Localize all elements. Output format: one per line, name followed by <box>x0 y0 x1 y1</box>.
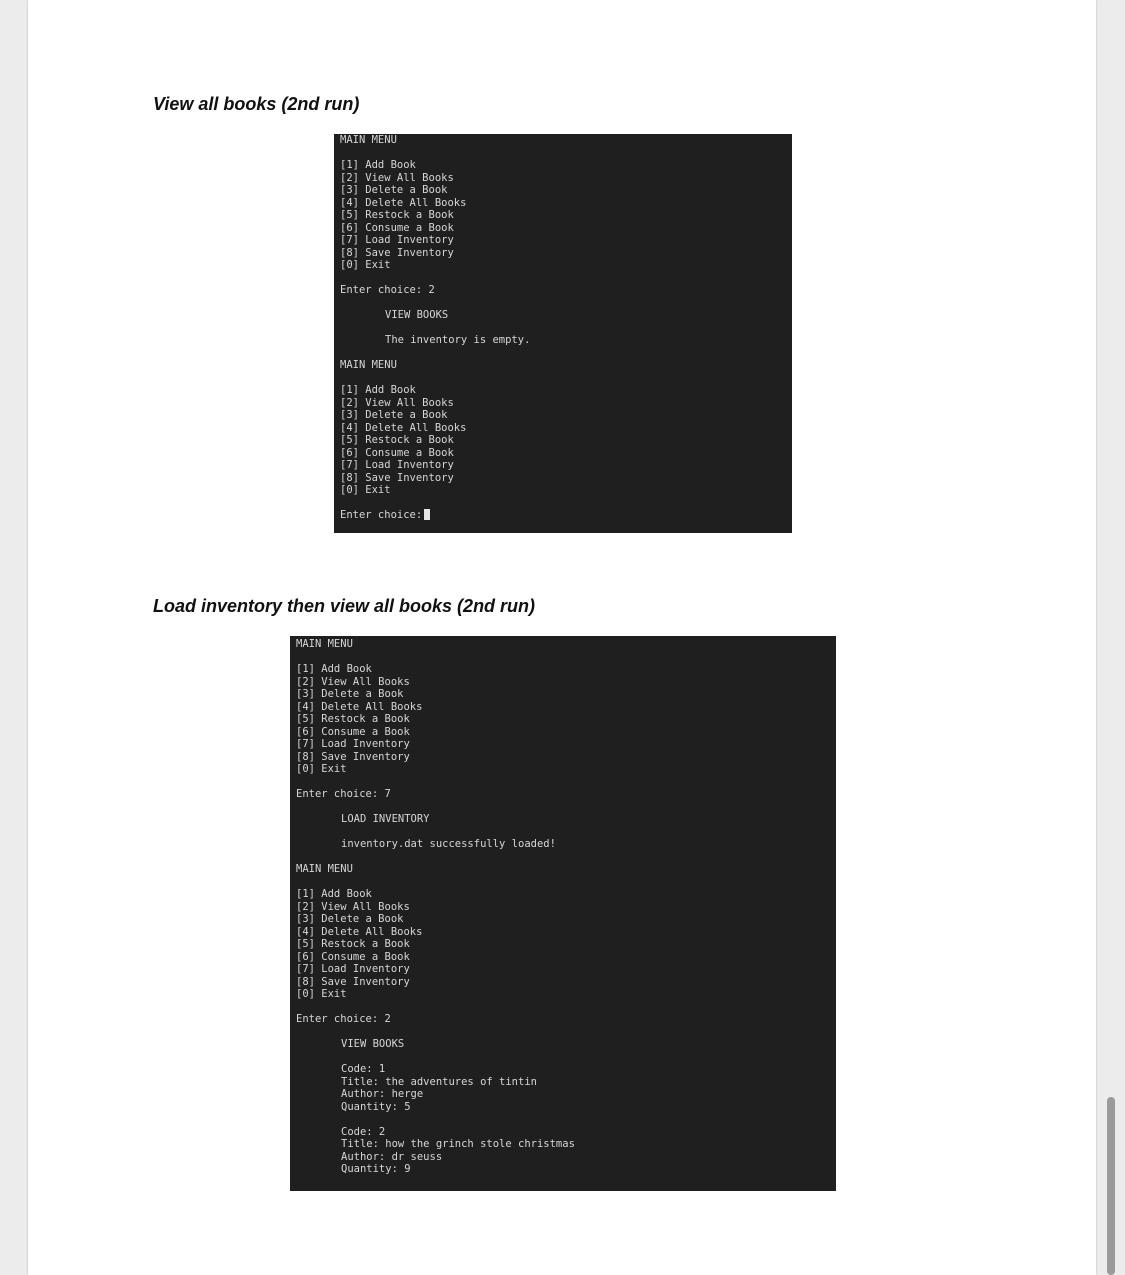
menu-item: [7] Load Inventory <box>296 738 410 750</box>
menu-item: [8] Save Inventory <box>296 750 410 763</box>
terminal-screenshot-view-books <box>334 134 792 533</box>
menu-item: [0] Exit <box>340 259 391 271</box>
action-title: LOAD INVENTORY <box>341 813 430 825</box>
menu-item: [0] Exit <box>296 763 347 775</box>
menu-item: [5] Restock a Book <box>340 434 454 446</box>
menu-item: [6] Consume a Book <box>296 725 410 738</box>
menu-item: [7] Load Inventory <box>340 459 454 471</box>
menu-item: [3] Delete a Book <box>296 688 404 700</box>
action-title: VIEW BOOKS <box>385 309 449 321</box>
menu-item: [1] Add Book <box>340 159 416 171</box>
book-quantity: Quantity: 9 <box>341 1163 411 1175</box>
book-author: Author: dr seuss <box>341 1150 443 1163</box>
cursor-icon <box>424 509 430 520</box>
status-message: The inventory is empty. <box>385 334 531 346</box>
menu-item: [4] Delete All Books <box>296 700 423 713</box>
menu-title: MAIN MENU <box>340 134 397 146</box>
choice-prompt: Enter choice: 7 <box>296 788 391 800</box>
menu-item: [2] View All Books <box>296 675 410 688</box>
book-quantity: Quantity: 5 <box>341 1100 411 1113</box>
menu-title: MAIN MENU <box>296 638 353 650</box>
menu-item: [6] Consume a Book <box>296 950 410 963</box>
menu-item: [0] Exit <box>296 988 347 1000</box>
menu-item: [2] View All Books <box>296 900 410 913</box>
menu-item: [5] Restock a Book <box>340 209 454 221</box>
section-heading-load-then-view: Load inventory then view all books (2nd run) <box>153 596 536 616</box>
choice-prompt: Enter choice: 2 <box>296 1013 391 1025</box>
menu-item: [5] Restock a Book <box>296 713 410 725</box>
menu-item: [2] View All Books <box>340 396 454 409</box>
menu-item: [3] Delete a Book <box>340 184 448 196</box>
menu-item: [6] Consume a Book <box>340 446 454 459</box>
menu-item: [7] Load Inventory <box>296 963 410 975</box>
menu-item: [3] Delete a Book <box>340 409 448 421</box>
menu-item: [8] Save Inventory <box>296 975 410 988</box>
menu-item: [7] Load Inventory <box>340 234 454 246</box>
book-title: Title: the adventures of tintin <box>341 1075 537 1088</box>
choice-prompt: Enter choice: <box>340 509 423 521</box>
action-title: VIEW BOOKS <box>341 1038 405 1050</box>
book-code: Code: 2 <box>341 1125 386 1138</box>
menu-title: MAIN MENU <box>296 863 353 875</box>
menu-title: MAIN MENU <box>340 359 397 371</box>
choice-prompt-row <box>340 509 786 522</box>
menu-item: [4] Delete All Books <box>340 196 467 209</box>
status-message: inventory.dat successfully loaded! <box>341 838 556 850</box>
menu-item: [6] Consume a Book <box>340 221 454 234</box>
book-author: Author: herge <box>341 1088 424 1100</box>
section-heading-view-books: View all books (2nd run) <box>153 94 360 114</box>
menu-item: [1] Add Book <box>296 663 372 675</box>
book-code: Code: 1 <box>341 1063 386 1075</box>
menu-item: [1] Add Book <box>296 888 372 900</box>
terminal-screenshot-load-then-view <box>290 636 836 1191</box>
menu-item: [0] Exit <box>340 484 391 496</box>
menu-item: [5] Restock a Book <box>296 938 410 950</box>
choice-prompt: Enter choice: 2 <box>340 284 435 296</box>
menu-item: [4] Delete All Books <box>340 421 467 434</box>
menu-item: [3] Delete a Book <box>296 913 404 925</box>
menu-item: [8] Save Inventory <box>340 246 454 259</box>
menu-item: [4] Delete All Books <box>296 925 423 938</box>
menu-item: [2] View All Books <box>340 171 454 184</box>
scrollbar-thumb[interactable] <box>1107 1097 1115 1275</box>
menu-item: [8] Save Inventory <box>340 471 454 484</box>
book-title: Title: how the grinch stole christmas <box>341 1138 575 1150</box>
menu-item: [1] Add Book <box>340 384 416 396</box>
